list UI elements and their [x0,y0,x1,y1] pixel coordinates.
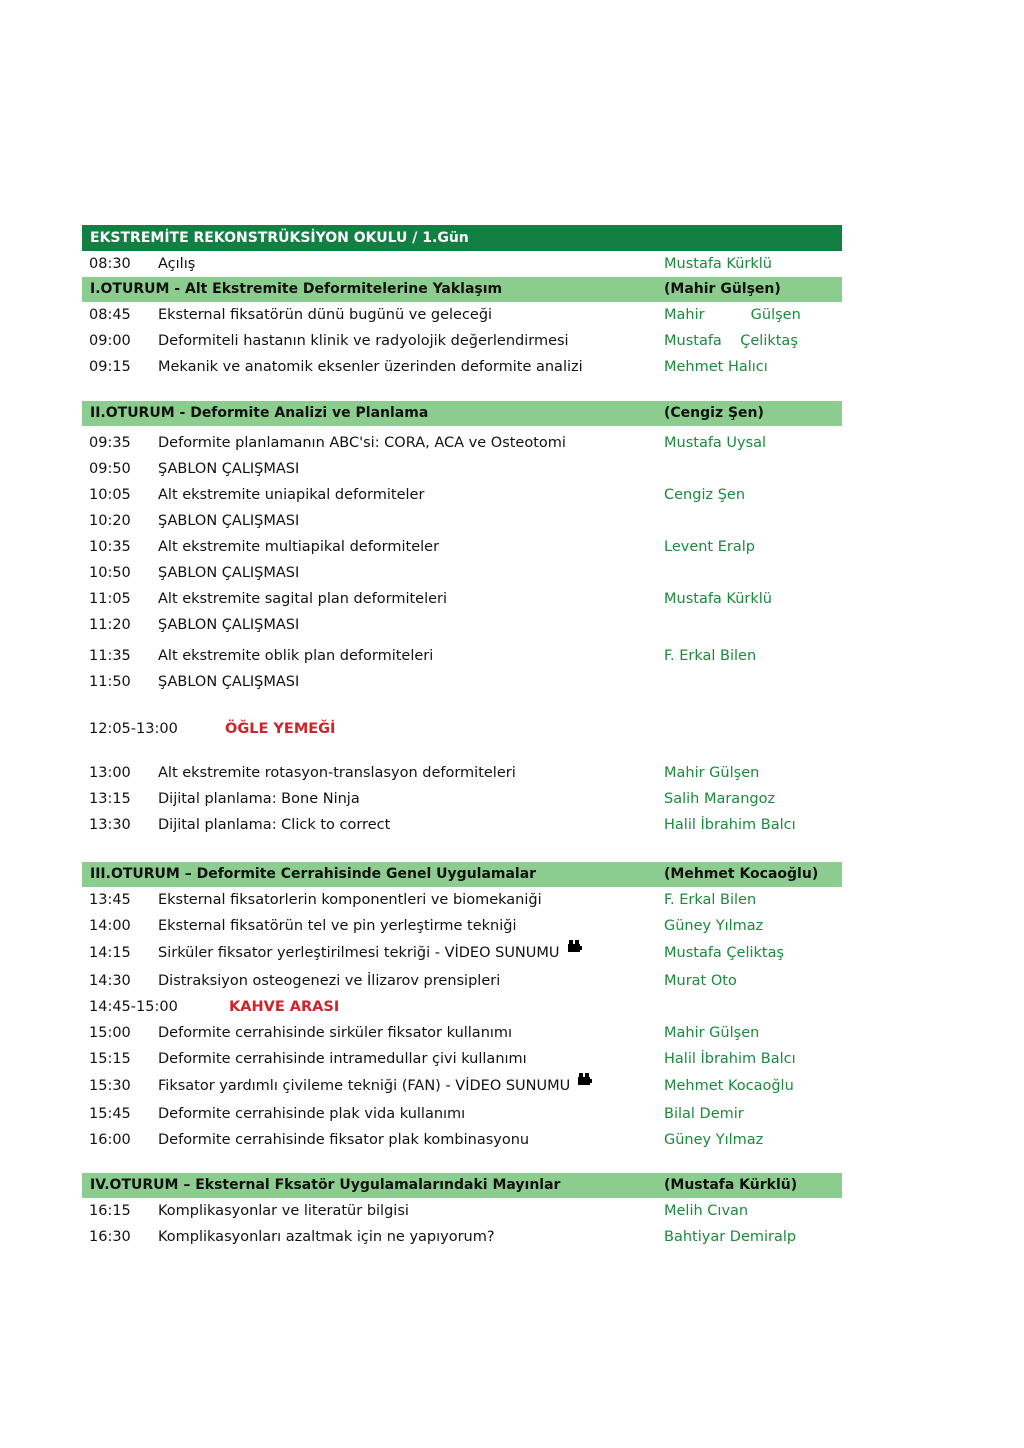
session-chair: (Cengiz Şen) [664,405,764,421]
row-topic: ŞABLON ÇALIŞMASI [158,674,300,690]
row-topic: Dijital planlama: Click to correct [158,817,391,833]
row-speaker: Mustafa Kürklü [664,256,772,272]
row-topic: Eksternal fiksatorlerin komponentleri ve biomekaniği [158,892,542,908]
row-speaker: Cengiz Şen [664,487,746,503]
row-time: 11:05 [89,591,131,607]
row-time: 09:50 [89,461,131,477]
row-time: 15:00 [89,1025,131,1041]
row-speaker: Mahir Gülşen [664,1025,760,1041]
row-speaker: Güney Yılmaz [664,918,764,934]
schedule-row [82,354,842,380]
program-schedule [82,225,842,1250]
row-time: 13:15 [89,791,131,807]
session-2-header [82,401,842,426]
row-speaker: Bahtiyar Demiralp [664,1229,797,1245]
schedule-row [82,968,842,994]
session-chair: (Mehmet Kocaoğlu) [664,866,819,882]
row-time: 10:50 [89,565,131,581]
row-time: 11:35 [89,648,131,664]
row-time: 09:15 [89,359,131,375]
row-speaker: Mehmet Halıcı [664,359,768,375]
break-label: KAHVE ARASI [229,999,340,1015]
row-speaker: Mustafa Çeliktaş [664,945,785,961]
schedule-row [82,1046,842,1072]
row-time: 09:00 [89,333,131,349]
row-topic: Deformite cerrahisinde intramedullar çivi kullanımı [158,1051,527,1067]
row-time: 15:30 [89,1078,131,1094]
row-time: 16:00 [89,1132,131,1148]
row-topic: Dijital planlama: Bone Ninja [158,791,360,807]
row-topic [158,939,582,968]
schedule-row [82,812,842,838]
schedule-row [82,939,842,968]
topic-text: Fiksator yardımlı çivileme tekniği (FAN) - VİDEO SUNUMU [158,1078,571,1094]
row-time: 10:35 [89,539,131,555]
session-title: IV.OTURUM – Eksternal Fksatör Uygulamalarındaki Mayınlar [90,1177,561,1193]
row-speaker: Halil İbrahim Balcı [664,817,796,833]
session-title: III.OTURUM – Deformite Cerrahisinde Genel Uygulamalar [90,866,537,882]
break-label: ÖĞLE YEMEĞİ [225,721,336,737]
session-chair: (Mahir Gülşen) [664,281,781,297]
schedule-row [82,760,842,786]
session-chair: (Mustafa Kürklü) [664,1177,798,1193]
row-speaker: Melih Cıvan [664,1203,749,1219]
row-speaker: Mehmet Kocaoğlu [664,1078,794,1094]
row-speaker: Mustafa Çeliktaş [664,333,798,349]
row-speaker: Murat Oto [664,973,737,989]
row-topic: Deformite cerrahisinde plak vida kullanımı [158,1106,466,1122]
row-time: 08:30 [89,256,131,272]
program-title: EKSTREMİTE REKONSTRÜKSİYON OKULU / 1.Gün [82,225,842,251]
row-time: 11:20 [89,617,131,633]
schedule-row [82,887,842,913]
row-topic: Alt ekstremite oblik plan deformiteleri [158,648,434,664]
session-1-header [82,277,842,302]
row-topic: Deformite cerrahisinde sirküler fiksator kullanımı [158,1025,513,1041]
schedule-row [82,913,842,939]
row-topic: Deformiteli hastanın klinik ve radyolojik değerlendirmesi [158,333,569,349]
row-time: 13:30 [89,817,131,833]
schedule-row [82,560,842,586]
row-topic: Komplikasyonlar ve literatür bilgisi [158,1203,409,1219]
video-camera-icon [578,1073,592,1085]
schedule-row [82,586,842,612]
row-topic: Alt ekstremite rotasyon-translasyon deformiteleri [158,765,516,781]
row-time: 10:05 [89,487,131,503]
row-time: 13:00 [89,765,131,781]
row-speaker: F. Erkal Bilen [664,892,757,908]
row-speaker: Halil İbrahim Balcı [664,1051,796,1067]
row-topic: Deformite cerrahisinde fiksator plak kombinasyonu [158,1132,530,1148]
schedule-row [82,302,842,328]
row-time: 13:45 [89,892,131,908]
row-time: 08:45 [89,307,131,323]
schedule-row [82,482,842,508]
schedule-row [82,643,842,669]
row-speaker: Salih Marangoz [664,791,776,807]
row-speaker: Güney Yılmaz [664,1132,764,1148]
schedule-row [82,1198,842,1224]
row-time: 14:30 [89,973,131,989]
row-topic: ŞABLON ÇALIŞMASI [158,513,300,529]
break-time: 12:05-13:00 [89,721,178,737]
spacer [82,1153,842,1173]
schedule-row [82,1101,842,1127]
session-4-header [82,1173,842,1198]
spacer [82,838,842,862]
schedule-row [82,1127,842,1153]
row-speaker: Bilal Demir [664,1106,744,1122]
schedule-row [82,1020,842,1046]
schedule-row [82,328,842,354]
row-topic: Açılış [158,256,196,272]
coffee-break-row [82,994,842,1020]
row-topic: Distraksiyon osteogenezi ve İlizarov prensipleri [158,973,501,989]
schedule-row [82,430,842,456]
row-speaker: Mahir Gülşen [664,307,801,323]
schedule-row [82,1072,842,1101]
schedule-row [82,786,842,812]
row-topic: Eksternal fiksatörün tel ve pin yerleştirme tekniği [158,918,517,934]
row-topic: Komplikasyonları azaltmak için ne yapıyorum? [158,1229,495,1245]
session-title: I.OTURUM - Alt Ekstremite Deformitelerine Yaklaşım [90,281,503,297]
row-topic: ŞABLON ÇALIŞMASI [158,461,300,477]
row-topic: Alt ekstremite uniapikal deformiteler [158,487,425,503]
schedule-row [82,456,842,482]
row-topic: Alt ekstremite sagital plan deformiteleri [158,591,448,607]
row-time: 16:15 [89,1203,131,1219]
spacer [82,695,842,716]
row-time: 11:50 [89,674,131,690]
schedule-row [82,508,842,534]
session-3-header [82,862,842,887]
row-speaker: Mahir Gülşen [664,765,760,781]
row-speaker: Mustafa Kürklü [664,591,772,607]
row-time: 16:30 [89,1229,131,1245]
opening-row [82,251,842,277]
spacer [82,380,842,401]
row-time: 15:45 [89,1106,131,1122]
schedule-row [82,1224,842,1250]
schedule-row [82,669,842,695]
spacer [82,742,842,760]
row-time: 14:00 [89,918,131,934]
row-time: 15:15 [89,1051,131,1067]
row-topic: Deformite planlamanın ABC'si: CORA, ACA ve Osteotomi [158,435,566,451]
video-camera-icon [568,940,582,952]
row-speaker: Mustafa Uysal [664,435,767,451]
row-speaker: Levent Eralp [664,539,755,555]
row-time: 09:35 [89,435,131,451]
row-speaker: F. Erkal Bilen [664,648,757,664]
row-topic: ŞABLON ÇALIŞMASI [158,565,300,581]
row-topic: Mekanik ve anatomik eksenler üzerinden deformite analizi [158,359,583,375]
row-topic: ŞABLON ÇALIŞMASI [158,617,300,633]
row-time: 10:20 [89,513,131,529]
topic-text: Sirküler fiksator yerleştirilmesi tekriği - VİDEO SUNUMU [158,945,560,961]
row-topic: Eksternal fiksatörün dünü bugünü ve geleceği [158,307,493,323]
row-time: 14:15 [89,945,131,961]
session-title: II.OTURUM - Deformite Analizi ve Planlama [90,405,429,421]
row-topic [158,1072,592,1101]
break-time: 14:45-15:00 [89,999,178,1015]
row-topic: Alt ekstremite multiapikal deformiteler [158,539,440,555]
schedule-row [82,534,842,560]
schedule-row [82,612,842,638]
lunch-break-row [82,716,842,742]
